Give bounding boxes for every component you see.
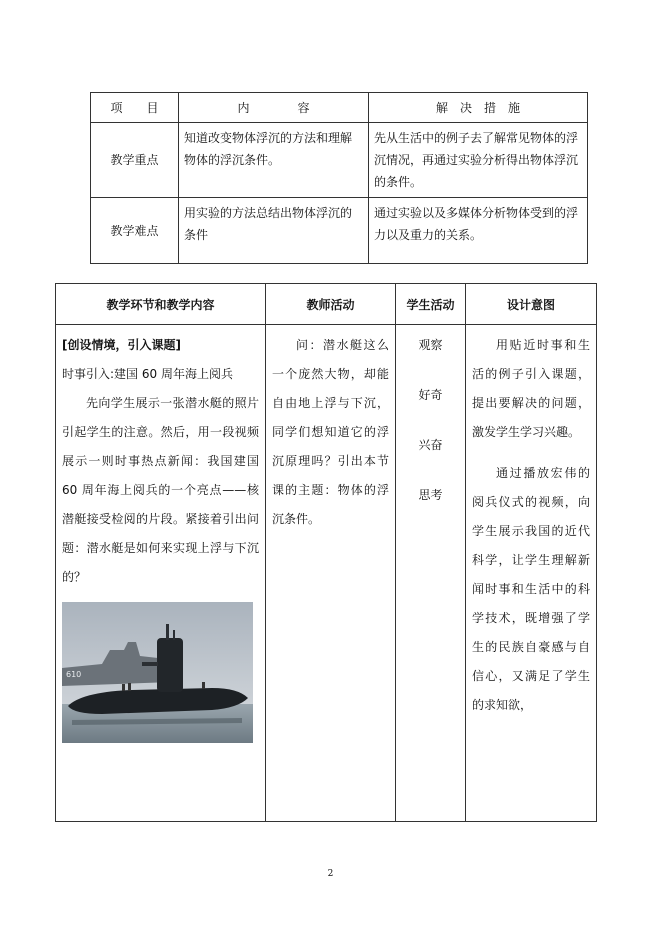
row-solution: 先从生活中的例子去了解常见物体的浮沉情况，再通过实验分析得出物体浮沉的条件。 [369,123,588,198]
header-teacher: 教师活动 [266,284,396,325]
row-label: 教学重点 [91,123,179,198]
section-title: [创设情境，引入课题] [62,338,181,352]
design-paragraph: 通过播放宏伟的阅兵仪式的视频，向学生展示我国的近代科学，让学生理解新闻时事和生活中的科学技术，既增强了学生的民族自豪感与自信心，又满足了学生的求知欲， [472,466,590,712]
header-design: 设计意图 [466,284,597,325]
header-content: 内 容 [179,93,369,123]
student-activity [396,325,466,822]
teaching-process-table [55,283,597,822]
header-process: 教学环节和教学内容 [56,284,266,325]
process-cell [56,325,266,822]
student-item: 思考 [418,488,443,502]
header-item: 项 目 [91,93,179,123]
svg-text:610: 610 [66,670,82,679]
row-solution: 通过实验以及多媒体分析物体受到的浮力以及重力的关系。 [369,198,588,264]
row-content: 用实验的方法总结出物体浮沉的条件 [179,198,369,264]
design-paragraph: 用贴近时事和生活的例子引入课题，提出要解决的问题，激发学生学习兴趣。 [472,338,590,439]
student-item: 兴奋 [418,438,443,452]
row-content: 知道改变物体浮沉的方法和理解物体的浮沉条件。 [179,123,369,198]
key-points-table [90,92,588,264]
header-student: 学生活动 [396,284,466,325]
teacher-activity: 问：潜水艇这么一个庞然大物，却能自由地上浮与下沉，同学们想知道它的浮沉原理吗？引出本节课的主题：物体的浮沉条件。 [266,325,396,822]
header-solution: 解 决 措 施 [369,93,588,123]
design-intent [466,325,597,822]
page-number: 2 [327,869,334,879]
student-item: 观察 [418,338,443,352]
process-paragraph: 先向学生展示一张潜水艇的照片引起学生的注意。然后，用一段视频展示一则时事热点新闻：我国建国 60 周年海上阅兵的一个亮点——核潜艇接受检阅的片段。紧接着引出问题：潜水艇是如何来实现上浮与下沉的？ [62,396,259,584]
submarine-photo [62,602,253,743]
student-item: 好奇 [418,388,443,402]
intro-line: 时事引入:建国 60 周年海上阅兵 [62,367,233,381]
row-label: 教学难点 [91,198,179,264]
